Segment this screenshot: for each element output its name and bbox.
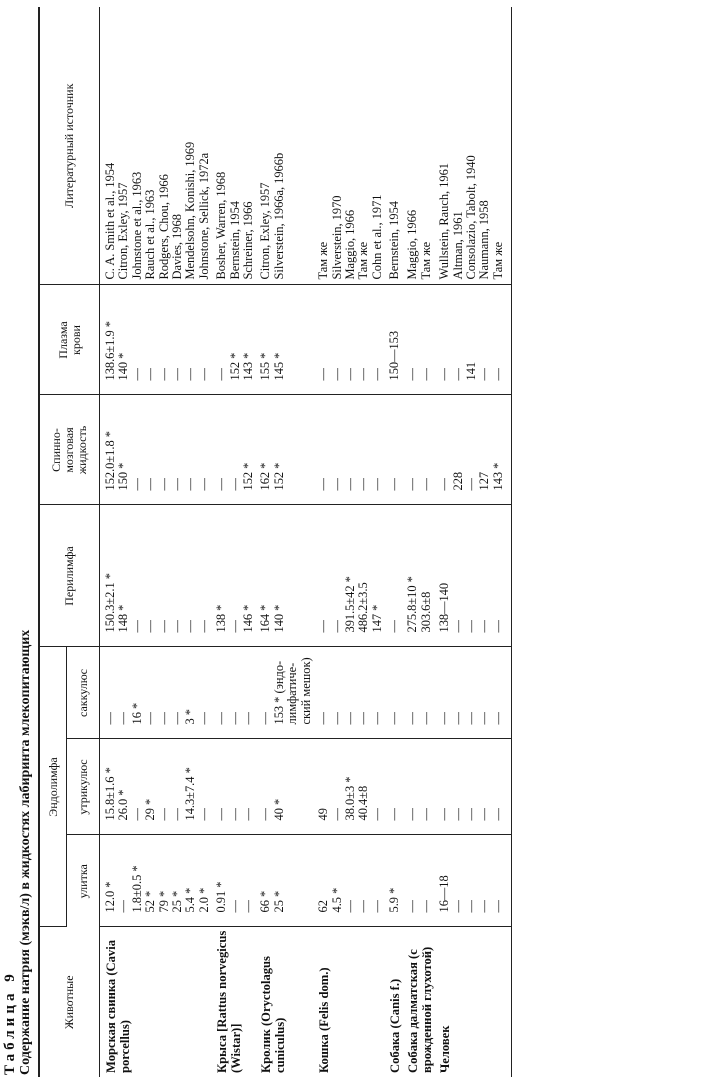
csf-cell: — 228 — 127 143 * [434,395,512,505]
table-row [100,7,212,1077]
perilymph-cell: 150.3±2.1 * 148 * — — — — — — [100,505,212,647]
perilymph-cell: 164 * 140 * [255,505,313,647]
plasma-cell: — — [402,285,434,395]
plasma-cell: — 152 * 143 * [211,285,255,395]
csf-cell: — — [402,395,434,505]
csf-cell: 152.0±1.8 * 150 * — — — — — — [100,395,212,505]
source-cell: Maggio, 1966 Там же [402,7,434,285]
table-row [211,7,255,1077]
saccule-cell: — [384,647,402,739]
header-animals: Животные [39,927,100,1077]
utricle-cell: 49 — 38.0±3 * 40.4±8 — [313,739,384,835]
saccule-cell: — — 16 * — — — 3 * — [100,647,212,739]
animal-cell: Собака далматская (с врожденной глухотой) [406,946,435,1073]
cochlea-cell: 16—18 — — — — [434,835,512,927]
plasma-cell: — — 141 — — [434,285,512,395]
cochlea-cell: 0.91 * — — [211,835,255,927]
cochlea-cell: — — [402,835,434,927]
perilymph-cell: — [384,505,402,647]
perilymph-cell: 138 * — 146 * [211,505,255,647]
saccule-cell: — — — — — [313,647,384,739]
saccule-cell: — 153 * (эндо- лимфатиче- ский мешок) [255,647,313,739]
table-row [402,7,434,1077]
cochlea-cell: 66 * 25 * [255,835,313,927]
table-label: Таблица 9 [2,970,18,1075]
table-row [384,7,402,1077]
header-endolymph: Эндолимфа [39,647,67,927]
header-sources: Литературный источник [39,7,100,285]
header-plasma: Плазма крови [39,285,100,395]
header-csf: Спинно- мозговая жидкость [39,395,100,505]
cochlea-cell: 12.0 * — 1.8±0.5 * 52 * 79 * 25 * 5.4 * 2.0 * [100,835,212,927]
plasma-cell: — — — — — [313,285,384,395]
source-cell: C. A. Smith et al., 1954 Citron, Exley, 1957 Johnstone et al., 1963 Rauch et al., 1963 Rodgers, Chou, 1966 Davies, 1968 Mendelsohn, Konishi, 1969 Johnstone, Sellick, 1972a [100,7,212,285]
plasma-cell: 155 * 145 * [255,285,313,395]
cochlea-cell: 62 4.5 * — — — [313,835,384,927]
utricle-cell: 15.8±1.6 * 26.0 * — 29 * — — 14.3±7.4 * — [100,739,212,835]
saccule-cell: — — — — — [434,647,512,739]
utricle-cell: — — [402,739,434,835]
cochlea-cell: 5.9 * [384,835,402,927]
source-cell: Bernstein, 1954 [384,7,402,285]
table-caption [2,630,34,1075]
table-row [434,7,512,1077]
saccule-cell: — — [402,647,434,739]
animal-cell: Кошка (Felis dom.) [317,967,332,1073]
source-cell: Wullstein, Rauch, 1961 Altman, 1961 Consolazio, Tabolt, 1940 Naumann, 1958 Там же [434,7,512,285]
header-saccule: саккулюс [67,647,100,739]
csf-cell: 162 * 152 * [255,395,313,505]
source-cell: Citron, Exley, 1957 Silverstein, 1966a, 1966b [255,7,313,285]
animal-cell: Кролик (Oryctolagus cuniculus) [259,956,288,1073]
csf-cell: — — — — — [313,395,384,505]
animal-cell: Крыса [Rattus norvegicus (Wistar)] [215,930,244,1073]
utricle-cell: — [384,739,402,835]
plasma-cell: 150—153 [384,285,402,395]
perilymph-cell: 138—140 — — — — [434,505,512,647]
header-utricle: утрикулюс [67,739,100,835]
saccule-cell: — — — [211,647,255,739]
animal-cell: Собака (Canis f.) [388,978,403,1073]
table-row [255,7,313,1077]
utricle-cell: — — — [211,739,255,835]
perilymph-cell: — — 391.5±42 * 486.2±3.5 147 * [313,505,384,647]
source-cell: Bosher, Warren, 1968 Bernstein, 1954 Schreiner, 1966 [211,7,255,285]
table-row [313,7,384,1077]
source-cell: Там же Silverstein, 1970 Maggio, 1966 Там же Cohn et al., 1971 [313,7,384,285]
csf-cell: — [384,395,402,505]
utricle-cell: — 40 * [255,739,313,835]
animal-cell: Морская свинка (Cavia porcellus) [104,939,132,1073]
header-cochlea: улитка [67,835,100,927]
header-perilymph: Перилимфа [39,505,100,647]
plasma-cell: 138.6±1.9 * 140 * — — — — — — [100,285,212,395]
utricle-cell: — — — — — [434,739,512,835]
csf-cell: — — 152 * [211,395,255,505]
table-title: Содержание натрия (мэкв/л) в жидкостях лабиринта млекопитающих [18,629,33,1075]
sodium-table [38,7,512,1077]
perilymph-cell: 275.8±10 * 303.6±8 [402,505,434,647]
animal-cell: Человек [434,927,512,1077]
